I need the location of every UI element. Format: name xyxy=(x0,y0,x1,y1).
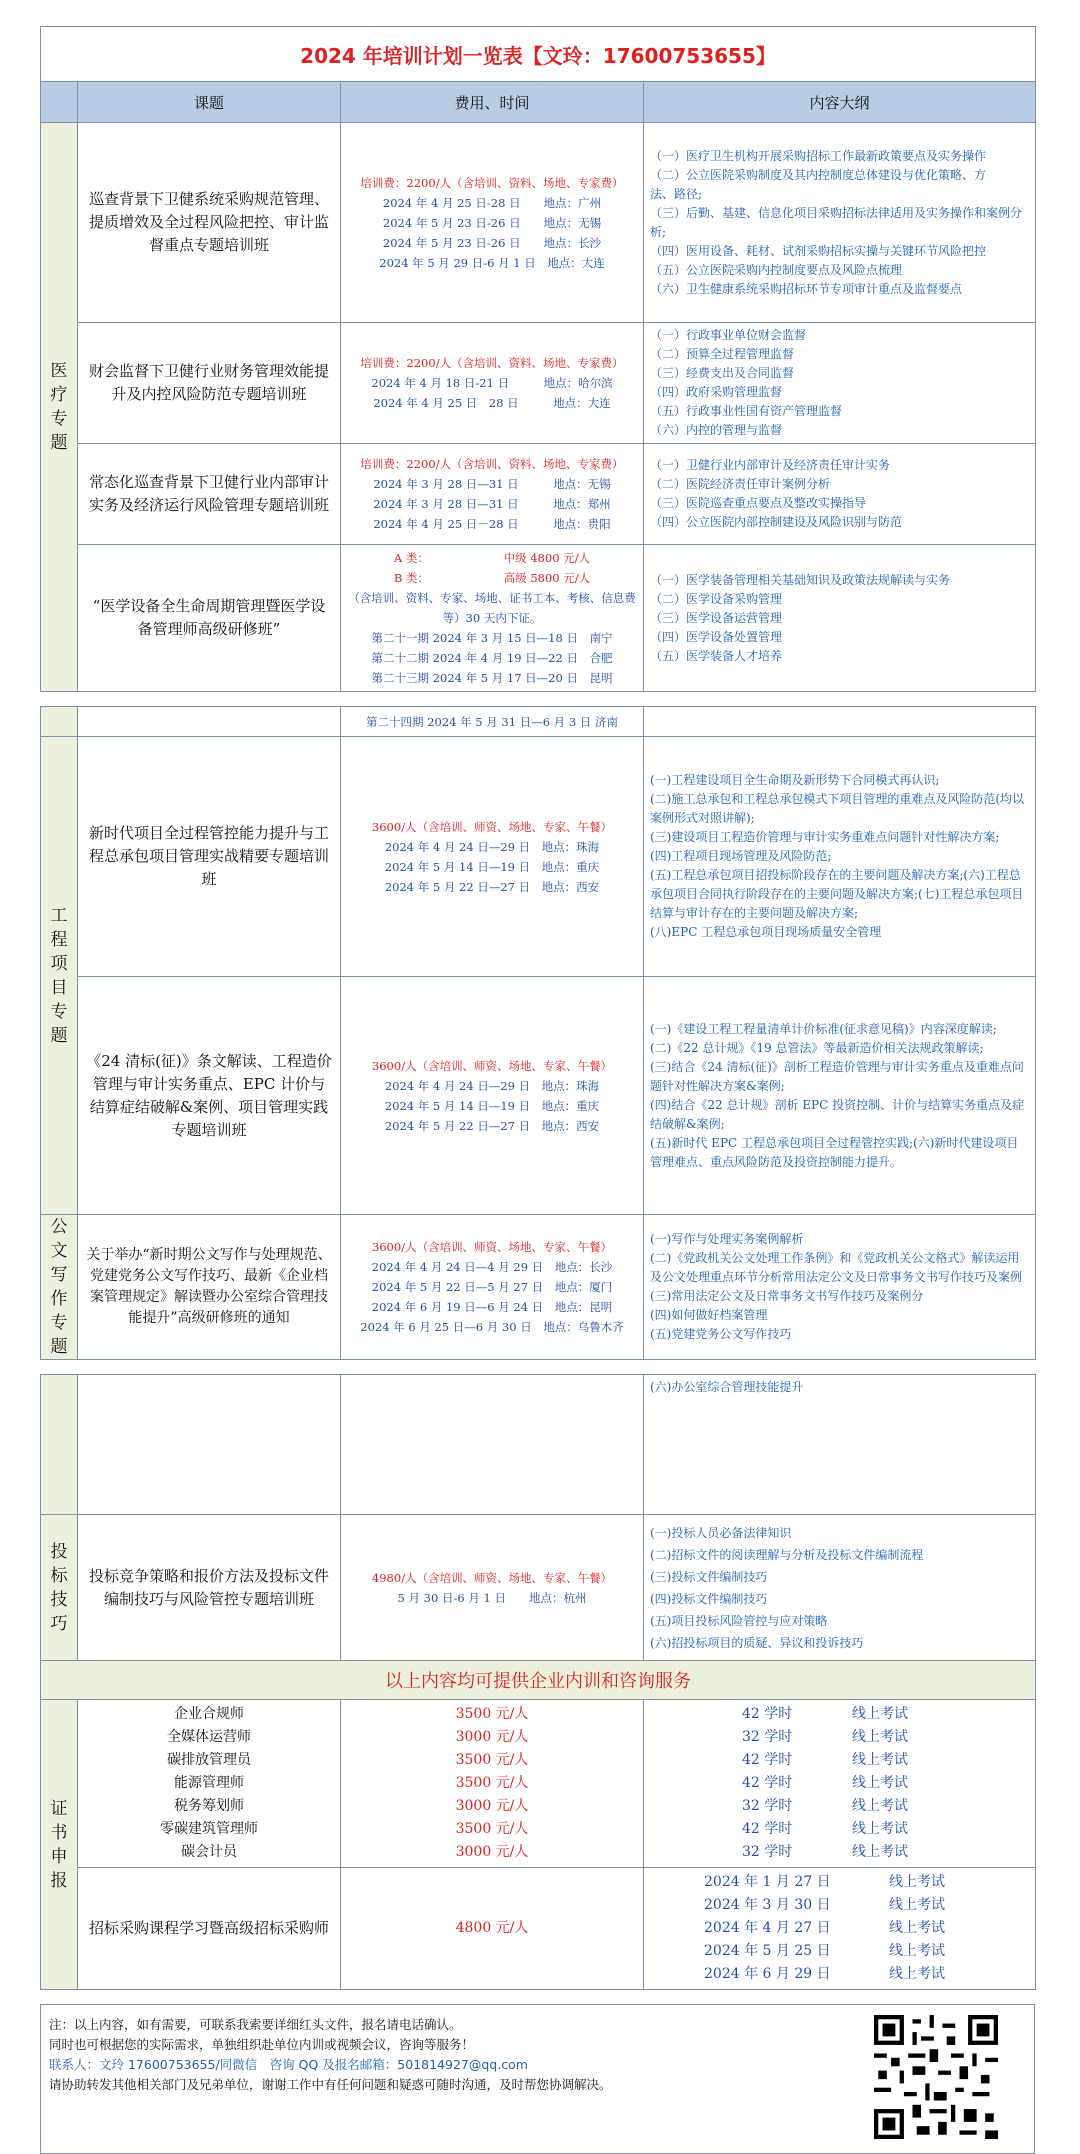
outline-item: (三)结合《24 清标(征)》剖析工程造价管理与审计实务重点及重难点问题针对性解决方案&案例; xyxy=(650,1059,1024,1093)
outline-item: (六)办公室综合管理技能提升 xyxy=(650,1380,804,1394)
course-topic: 《24 清标(征)》条文解读、工程造价管理与审计实务重点、EPC 计价与结算症结破解&案例、项目管理实践专题培训班 xyxy=(78,977,341,1215)
course-date: 5 月 30 日-6 月 1 日 地点：杭州 xyxy=(397,1590,587,1605)
header-fee-time: 费用、时间 xyxy=(341,82,644,123)
cert-row xyxy=(41,1868,1036,1990)
course-date: 2024 年 4 月 25 日 28 日 地点：大连 xyxy=(373,396,611,410)
course-date: 第二十三期 2024 年 5 月 17 日—20 日 昆明 xyxy=(371,671,613,685)
outline-item: (五)党建党务公文写作技巧 xyxy=(650,1327,792,1341)
training-table-page3 xyxy=(40,1374,1036,1990)
outline-item: （四）公立医院内部控制建设及风险识别与防范 xyxy=(650,515,903,529)
cert-hours-row xyxy=(644,1726,1035,1749)
training-plan-document xyxy=(40,26,1035,2154)
note-line: 同时也可根据您的实际需求，单独组织赴单位内训或视频会议，咨询等服务！ xyxy=(49,2037,475,2052)
cert-name: 企业合规师 xyxy=(174,1706,244,1722)
course-date: 第二十四期 2024 年 5 月 31 日—6 月 3 日 济南 xyxy=(366,714,618,729)
outline-item: （二）公立医院采购制度及其内控制度总体建设与优化策略、方 法、路径; xyxy=(650,167,1011,201)
cert-name: 能源管理师 xyxy=(174,1775,244,1791)
course-price-note: （含培训、资料、专家、场地、证书工本、考核、信息费等）30 天内下证。 xyxy=(348,591,636,625)
cert-price: 3500 元/人 xyxy=(455,1775,529,1791)
continuation-row xyxy=(41,1375,1036,1515)
outline-item: (一)投标人员必备法律知识 xyxy=(650,1525,792,1540)
cert-hours-value: 32 学时 xyxy=(742,1844,793,1860)
course-topic: 常态化巡查背景下卫健行业内部审计实务及经济运行风险管理专题培训班 xyxy=(78,444,341,545)
course-date: 第二十一期 2024 年 3 月 15 日—18 日 南宁 xyxy=(371,631,613,645)
course-row xyxy=(41,545,1036,692)
category-engineering: 工程项目专题 xyxy=(41,737,78,1215)
outline-item: （二）医院经济责任审计案例分析 xyxy=(650,477,831,491)
category-cert: 证书申报 xyxy=(41,1700,78,1990)
cert-name: 招标采购课程学习暨高级招标采购师 xyxy=(78,1868,341,1990)
course-outline xyxy=(644,1515,1036,1661)
course-row xyxy=(41,123,1036,323)
cert-date: 2024 年 1 月 27 日 xyxy=(704,1874,831,1890)
cert-names xyxy=(78,1700,341,1868)
course-date: 2024 年 3 月 28 日—31 日 地点：郑州 xyxy=(373,497,611,511)
course-fee xyxy=(341,707,644,737)
course-price: 培训费：2200/人（含培训、资料、场地、专家费） xyxy=(360,457,624,471)
page-title: 2024 年培训计划一览表【文玲：17600753655】 xyxy=(41,27,1036,82)
cert-date-row xyxy=(644,1894,1035,1917)
cert-exam: 线上考试 xyxy=(852,1775,908,1791)
outline-item: (四)结合《22 总计规》剖析 EPC 投资控制、计价与结算实务重点及症结破解&案例; xyxy=(650,1097,1025,1131)
course-topic: 关于举办“新时期公文写作与处理规范、党建党务公文写作技巧、最新《企业档案管理规定》解读暨办公室综合管理技能提升”高级研修班的通知 xyxy=(78,1215,341,1360)
cert-name: 碳会计员 xyxy=(181,1844,237,1860)
course-date: 第二十二期 2024 年 4 月 19 日—22 日 合肥 xyxy=(371,651,613,665)
cert-price: 3000 元/人 xyxy=(455,1729,529,1745)
outline-item: （五）公立医院采购内控制度要点及风险点梳理 xyxy=(650,262,903,277)
outline-item: （四）政府采购管理监督 xyxy=(650,385,783,399)
course-date: 2024 年 4 月 25 日－28 日 地点：贵阳 xyxy=(373,517,611,531)
course-fee xyxy=(341,444,644,545)
course-price: 3600/人（含培训、师资、场地、专家、午餐） xyxy=(371,819,613,834)
cert-hours-row xyxy=(644,1841,1035,1864)
outline-blank xyxy=(644,707,1036,737)
outline-item: （五）医学装备人才培养 xyxy=(650,648,783,663)
notes-box xyxy=(40,2004,1035,2154)
contact-line[interactable]: 联系人：文玲 17600753655/同微信 咨询 QQ 及报名邮箱：501814927@qq.com xyxy=(49,2057,528,2072)
outline-item: (二)《22 总计规》《19 总管法》等最新造价相关法规政策解读; xyxy=(650,1040,984,1055)
cert-name: 全媒体运营师 xyxy=(167,1729,251,1745)
cert-name: 税务筹划师 xyxy=(174,1798,244,1814)
outline-item: （三）医院巡查重点要点及整改实操指导 xyxy=(650,496,867,510)
course-fee xyxy=(341,1515,644,1661)
outline-item: （二）预算全过程管理监督 xyxy=(650,347,795,361)
cert-dates xyxy=(644,1868,1036,1990)
course-price: 4980/人（含培训、师资、场地、专家、午餐） xyxy=(371,1570,613,1585)
header-row xyxy=(41,82,1036,123)
cert-date-row xyxy=(644,1871,1035,1894)
cert-prices xyxy=(341,1700,644,1868)
course-date: 2024 年 4 月 24 日—4 月 29 日 地点：长沙 xyxy=(371,1260,613,1274)
outline-item: (二)《党政机关公文处理工作条例》和《党政机关公文格式》解读运用及公文处理重点环节分析常用法定公文及日常事务文书写作技巧及案例 xyxy=(650,1251,1023,1284)
fee-blank xyxy=(341,1375,644,1515)
outline-item: （五）行政事业性国有资产管理监督 xyxy=(650,404,843,418)
course-outline xyxy=(644,737,1036,977)
outline-item: (二)招标文件的阅读理解与分析及投标文件编制流程 xyxy=(650,1547,924,1562)
cert-date: 2024 年 4 月 27 日 xyxy=(704,1920,831,1936)
course-outline xyxy=(644,1215,1036,1360)
category-medical: 医疗专题 xyxy=(41,123,78,692)
outline-item: (六)招投标项目的质疑、异议和投诉技巧 xyxy=(650,1635,864,1650)
cert-date: 2024 年 6 月 29 日 xyxy=(704,1966,831,1982)
training-table-page2 xyxy=(40,706,1036,1360)
cert-hours-value: 42 学时 xyxy=(742,1821,793,1837)
outline-item: (五)新时代 EPC 工程总承包项目全过程管控实践;(六)新时代建设项目管理难点、重点风险防范及投资控制能力提升。 xyxy=(650,1135,1019,1169)
outline-item: （三）医学设备运营管理 xyxy=(650,610,783,625)
course-date: 2024 年 5 月 23 日-26 日 地点：长沙 xyxy=(382,235,602,250)
cert-hours xyxy=(644,1700,1036,1868)
cert-price: 3500 元/人 xyxy=(455,1706,529,1722)
cert-hours-row xyxy=(644,1795,1035,1818)
cert-hours-row xyxy=(644,1703,1035,1726)
course-outline xyxy=(644,1375,1036,1515)
outline-item: （二）医学设备采购管理 xyxy=(650,591,783,606)
course-date: 2024 年 3 月 28 日—31 日 地点：无锡 xyxy=(373,477,611,491)
cert-price: 4800 元/人 xyxy=(341,1868,644,1990)
header-corner xyxy=(41,82,78,123)
category-bidding: 投标技巧 xyxy=(41,1515,78,1661)
note-line: 注：以上内容，如有需要，可联系我索要详细红头文件，报名请电话确认。 xyxy=(49,2017,462,2032)
course-fee xyxy=(341,545,644,692)
cert-exam: 线上考试 xyxy=(852,1821,908,1837)
course-date: 2024 年 5 月 14 日—19 日 地点：重庆 xyxy=(384,1098,600,1113)
outline-item: (一)《建设工程工程量清单计价标准(征求意见稿)》内容深度解读; xyxy=(650,1021,997,1036)
cert-exam: 线上考试 xyxy=(889,1920,945,1936)
cert-hours-value: 32 学时 xyxy=(742,1729,793,1745)
cert-date-row xyxy=(644,1963,1035,1986)
course-date: 2024 年 4 月 24 日—29 日 地点：珠海 xyxy=(384,1078,600,1093)
outline-item: （六）内控的管理与监督 xyxy=(650,423,783,437)
cert-price: 3000 元/人 xyxy=(455,1844,529,1860)
header-outline: 内容大纲 xyxy=(644,82,1036,123)
cert-price: 3000 元/人 xyxy=(455,1798,529,1814)
course-price: 3600/人（含培训、师资、场地、专家、午餐） xyxy=(371,1240,613,1254)
service-banner: 以上内容均可提供企业内训和咨询服务 xyxy=(41,1661,1036,1700)
cert-name: 碳排放管理员 xyxy=(167,1752,251,1768)
cert-date-row xyxy=(644,1940,1035,1963)
course-topic: “医学设备全生命周期管理暨医学设备管理师高级研修班” xyxy=(78,545,341,692)
course-date: 2024 年 4 月 18 日-21 日 地点：哈尔滨 xyxy=(371,376,613,390)
course-row xyxy=(41,1215,1036,1360)
course-fee xyxy=(341,977,644,1215)
outline-item: （四）医用设备、耗材、试剂采购招标实操与关键环节风险把控 xyxy=(650,243,987,258)
outline-item: （一）行政事业单位财会监督 xyxy=(650,328,807,342)
course-row xyxy=(41,323,1036,444)
course-date: 2024 年 5 月 14 日—19 日 地点：重庆 xyxy=(384,859,600,874)
category-blank xyxy=(41,1375,78,1515)
course-date: 2024 年 5 月 22 日—27 日 地点：西安 xyxy=(384,879,600,894)
course-row xyxy=(41,444,1036,545)
cert-row xyxy=(41,1700,1036,1868)
cert-hours-row xyxy=(644,1749,1035,1772)
course-topic: 巡查背景下卫健系统采购规范管理、提质增效及全过程风险把控、审计监督重点专题培训班 xyxy=(78,123,341,323)
course-outline xyxy=(644,977,1036,1215)
course-outline xyxy=(644,323,1036,444)
outline-item: （四）医学设备处置管理 xyxy=(650,629,783,644)
course-topic: 投标竞争策略和报价方法及投标文件编制技巧与风险管控专题培训班 xyxy=(78,1515,341,1661)
notes-text xyxy=(49,2015,612,2095)
course-price: B 类： 高级 5800 元/人 xyxy=(393,571,591,585)
cert-exam: 线上考试 xyxy=(852,1752,908,1768)
cert-hours-value: 32 学时 xyxy=(742,1798,793,1814)
outline-item: (三)建设项目工程造价管理与审计实务重难点问题针对性解决方案; xyxy=(650,830,1000,844)
outline-item: (四)如何做好档案管理 xyxy=(650,1308,768,1322)
training-table xyxy=(40,26,1036,692)
outline-item: （三）后勤、基建、信息化项目采购招标法律适用及实务操作和案例分析; xyxy=(650,205,1023,239)
course-date: 2024 年 5 月 23 日-26 日 地点：无锡 xyxy=(382,215,602,230)
outline-item: （六）卫生健康系统采购招标环节专项审计重点及监督要点 xyxy=(650,281,963,296)
outline-item: (三)投标文件编制技巧 xyxy=(650,1569,768,1584)
cert-exam: 线上考试 xyxy=(889,1897,945,1913)
outline-item: （一）卫健行业内部审计及经济责任审计实务 xyxy=(650,458,891,472)
course-price: A 类： 中级 4800 元/人 xyxy=(393,551,591,565)
header-topic: 课题 xyxy=(78,82,341,123)
outline-item: （一）医学装备管理相关基础知识及政策法规解读与实务 xyxy=(650,572,951,587)
category-writing: 公文写作专题 xyxy=(41,1215,78,1360)
cert-hours-row xyxy=(644,1818,1035,1841)
course-date: 2024 年 4 月 24 日—29 日 地点：珠海 xyxy=(384,839,600,854)
outline-item: （一）医疗卫生机构开展采购招标工作最新政策要点及实务操作 xyxy=(650,148,987,163)
course-fee xyxy=(341,1215,644,1360)
outline-item: （三）经费支出及合同监督 xyxy=(650,366,795,380)
course-price: 培训费：2200/人（含培训、资料、场地、专家费） xyxy=(360,175,624,190)
course-date: 2024 年 6 月 19 日—6 月 24 日 地点：昆明 xyxy=(371,1300,613,1314)
outline-item: (五)工程总承包项目招投标阶段存在的主要问题及解决方案;(六)工程总承包项目合同执行阶段存在的主要问题及解决方案;(七)工程总承包项目结算与审计存在的主要问题及解决方案; xyxy=(650,868,1024,920)
course-fee xyxy=(341,323,644,444)
cert-price: 3500 元/人 xyxy=(455,1821,529,1837)
course-fee xyxy=(341,737,644,977)
course-topic: 新时代项目全过程管控能力提升与工程总承包项目管理实战精要专题培训班 xyxy=(78,737,341,977)
qr-code-icon[interactable] xyxy=(874,2015,998,2139)
course-outline xyxy=(644,123,1036,323)
outline-item: (四)工程项目现场管理及风险防范; xyxy=(650,849,832,863)
course-price: 3600/人（含培训、师资、场地、专家、午餐） xyxy=(371,1058,613,1073)
outline-item: (一)工程建设项目全生命期及新形势下合同模式再认识; xyxy=(650,773,940,787)
cert-date-row xyxy=(644,1917,1035,1940)
cert-date: 2024 年 3 月 30 日 xyxy=(704,1897,831,1913)
course-outline xyxy=(644,444,1036,545)
cert-price: 3500 元/人 xyxy=(455,1752,529,1768)
cert-date: 2024 年 5 月 25 日 xyxy=(704,1943,831,1959)
course-date: 2024 年 5 月 22 日—5 月 27 日 地点：厦门 xyxy=(371,1280,613,1294)
course-row xyxy=(41,737,1036,977)
course-row xyxy=(41,977,1036,1215)
cert-hours-value: 42 学时 xyxy=(742,1775,793,1791)
outline-item: (一)写作与处理实务案例解析 xyxy=(650,1232,804,1246)
course-date: 2024 年 6 月 25 日—6 月 30 日 地点：乌鲁木齐 xyxy=(360,1320,624,1334)
outline-item: (二)施工总承包和工程总承包模式下项目管理的重难点及风险防范(均以案例形式对照讲解); xyxy=(650,792,1025,825)
course-price: 培训费：2200/人（含培训、资料、场地、专家费） xyxy=(360,356,624,370)
course-row xyxy=(41,1515,1036,1661)
course-outline xyxy=(644,545,1036,692)
banner-row xyxy=(41,1661,1036,1700)
course-date: 2024 年 4 月 25 日-28 日 地点：广州 xyxy=(382,195,602,210)
note-line: 请协助转发其他相关部门及兄弟单位，谢谢工作中有任何问题和疑惑可随时沟通，及时帮您协调解决。 xyxy=(49,2077,612,2092)
course-date: 2024 年 5 月 29 日-6 月 1 日 地点：大连 xyxy=(379,255,605,270)
cert-exam: 线上考试 xyxy=(852,1844,908,1860)
cert-exam: 线上考试 xyxy=(889,1874,945,1890)
cert-name: 零碳建筑管理师 xyxy=(160,1821,258,1837)
course-topic: 财会监督下卫健行业财务管理效能提升及内控风险防范专题培训班 xyxy=(78,323,341,444)
category-blank xyxy=(41,707,78,737)
cert-hours-value: 42 学时 xyxy=(742,1706,793,1722)
outline-item: (八)EPC 工程总承包项目现场质量安全管理 xyxy=(650,925,882,939)
cert-exam: 线上考试 xyxy=(852,1798,908,1814)
cert-exam: 线上考试 xyxy=(889,1966,945,1982)
outline-item: (三)常用法定公文及日常事务文书写作技巧及案例分 xyxy=(650,1289,924,1303)
outline-item: (五)项目投标风险管控与应对策略 xyxy=(650,1613,828,1628)
cert-exam: 线上考试 xyxy=(852,1706,908,1722)
course-date: 2024 年 5 月 22 日—27 日 地点：西安 xyxy=(384,1118,600,1133)
cert-exam: 线上考试 xyxy=(889,1943,945,1959)
cert-hours-value: 42 学时 xyxy=(742,1752,793,1768)
topic-blank xyxy=(78,707,341,737)
topic-blank xyxy=(78,1375,341,1515)
cert-exam: 线上考试 xyxy=(852,1729,908,1745)
outline-item: (四)投标文件编制技巧 xyxy=(650,1591,768,1606)
course-fee xyxy=(341,123,644,323)
cert-hours-row xyxy=(644,1772,1035,1795)
continuation-row xyxy=(41,707,1036,737)
